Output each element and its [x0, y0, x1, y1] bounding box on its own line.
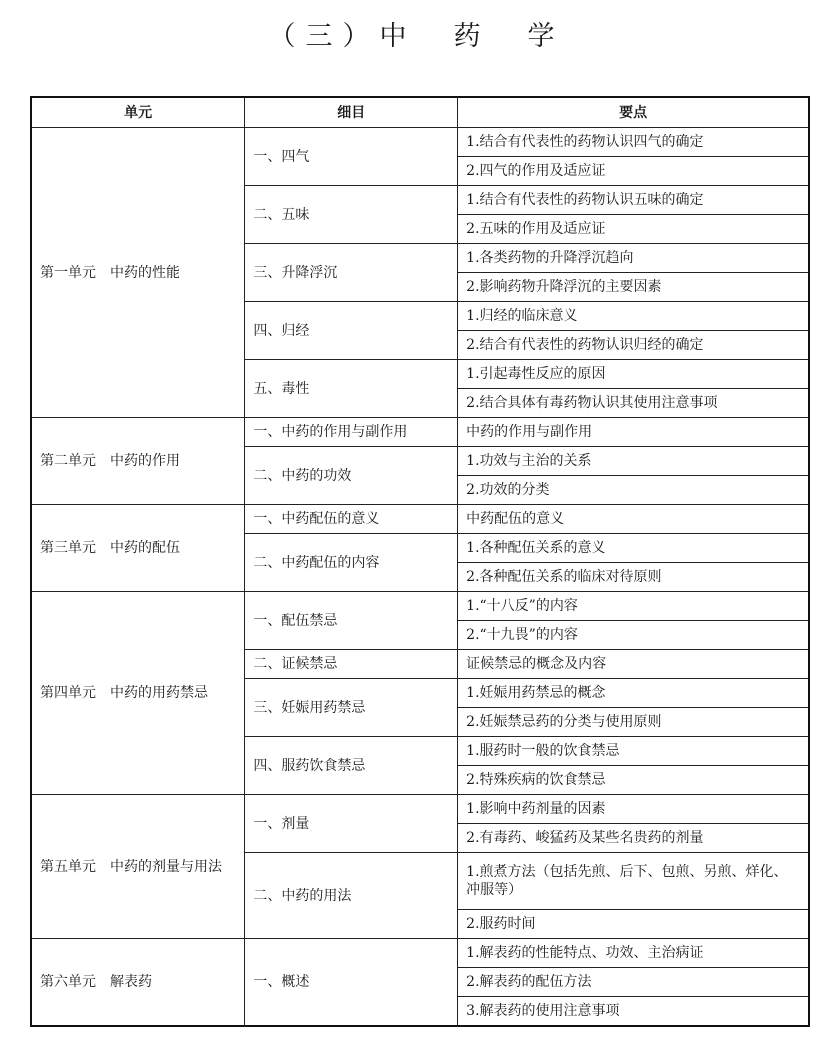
unit-cell: 第六单元 解表药 — [31, 939, 245, 1027]
detail-cell: 三、妊娠用药禁忌 — [245, 679, 458, 737]
unit-cell: 第三单元 中药的配伍 — [31, 505, 245, 592]
table-row — [31, 128, 809, 157]
point-cell: 2.“十九畏”的内容 — [458, 621, 809, 650]
detail-cell: 二、五味 — [245, 186, 458, 244]
detail-cell: 二、中药的用法 — [245, 853, 458, 939]
point-cell: 1.结合有代表性的药物认识五味的确定 — [458, 186, 809, 215]
unit-cell: 第二单元 中药的作用 — [31, 418, 245, 505]
detail-cell: 一、配伍禁忌 — [245, 592, 458, 650]
point-cell: 1.影响中药剂量的因素 — [458, 795, 809, 824]
unit-cell: 第一单元 中药的性能 — [31, 128, 245, 418]
point-cell: 1.结合有代表性的药物认识四气的确定 — [458, 128, 809, 157]
point-cell: 1.各种配伍关系的意义 — [458, 534, 809, 563]
unit-cell: 第四单元 中药的用药禁忌 — [31, 592, 245, 795]
table-header-row — [31, 97, 809, 128]
syllabus-table — [30, 96, 810, 1027]
point-cell: 1.煎煮方法（包括先煎、后下、包煎、另煎、烊化、冲服等） — [458, 853, 809, 910]
table-row — [31, 505, 809, 534]
point-cell: 2.妊娠禁忌药的分类与使用原则 — [458, 708, 809, 737]
header-unit: 单元 — [31, 97, 245, 128]
detail-cell: 四、服药饮食禁忌 — [245, 737, 458, 795]
table-body — [31, 128, 809, 1027]
point-cell: 1.解表药的性能特点、功效、主治病证 — [458, 939, 809, 968]
header-detail: 细目 — [245, 97, 458, 128]
point-cell: 1.功效与主治的关系 — [458, 447, 809, 476]
detail-cell: 一、剂量 — [245, 795, 458, 853]
table-row — [31, 795, 809, 824]
point-cell: 2.特殊疾病的饮食禁忌 — [458, 766, 809, 795]
header-point: 要点 — [458, 97, 809, 128]
point-cell: 2.四气的作用及适应证 — [458, 157, 809, 186]
point-cell: 2.功效的分类 — [458, 476, 809, 505]
detail-cell: 四、归经 — [245, 302, 458, 360]
point-cell: 1.引起毒性反应的原因 — [458, 360, 809, 389]
point-cell: 2.解表药的配伍方法 — [458, 968, 809, 997]
point-cell: 1.服药时一般的饮食禁忌 — [458, 737, 809, 766]
point-cell: 1.归经的临床意义 — [458, 302, 809, 331]
table-row — [31, 418, 809, 447]
detail-cell: 一、四气 — [245, 128, 458, 186]
point-cell: 2.结合具体有毒药物认识其使用注意事项 — [458, 389, 809, 418]
detail-cell: 一、中药的作用与副作用 — [245, 418, 458, 447]
point-cell: 2.各种配伍关系的临床对待原则 — [458, 563, 809, 592]
unit-cell: 第五单元 中药的剂量与用法 — [31, 795, 245, 939]
detail-cell: 三、升降浮沉 — [245, 244, 458, 302]
point-cell: 2.影响药物升降浮沉的主要因素 — [458, 273, 809, 302]
point-cell: 2.五味的作用及适应证 — [458, 215, 809, 244]
point-cell: 2.结合有代表性的药物认识归经的确定 — [458, 331, 809, 360]
detail-cell: 五、毒性 — [245, 360, 458, 418]
point-cell: 2.有毒药、峻猛药及某些名贵药的剂量 — [458, 824, 809, 853]
detail-cell: 一、中药配伍的意义 — [245, 505, 458, 534]
point-cell: 中药的作用与副作用 — [458, 418, 809, 447]
detail-cell: 一、概述 — [245, 939, 458, 1027]
point-cell: 1.各类药物的升降浮沉趋向 — [458, 244, 809, 273]
detail-cell: 二、证候禁忌 — [245, 650, 458, 679]
point-cell: 证候禁忌的概念及内容 — [458, 650, 809, 679]
detail-cell: 二、中药的功效 — [245, 447, 458, 505]
point-cell: 中药配伍的意义 — [458, 505, 809, 534]
page-title: （三）中 药 学 — [268, 21, 565, 52]
point-cell: 2.服药时间 — [458, 910, 809, 939]
point-cell: 1.“十八反”的内容 — [458, 592, 809, 621]
point-cell: 3.解表药的使用注意事项 — [458, 997, 809, 1027]
point-cell: 1.妊娠用药禁忌的概念 — [458, 679, 809, 708]
table-row — [31, 592, 809, 621]
detail-cell: 二、中药配伍的内容 — [245, 534, 458, 592]
table-row — [31, 939, 809, 968]
